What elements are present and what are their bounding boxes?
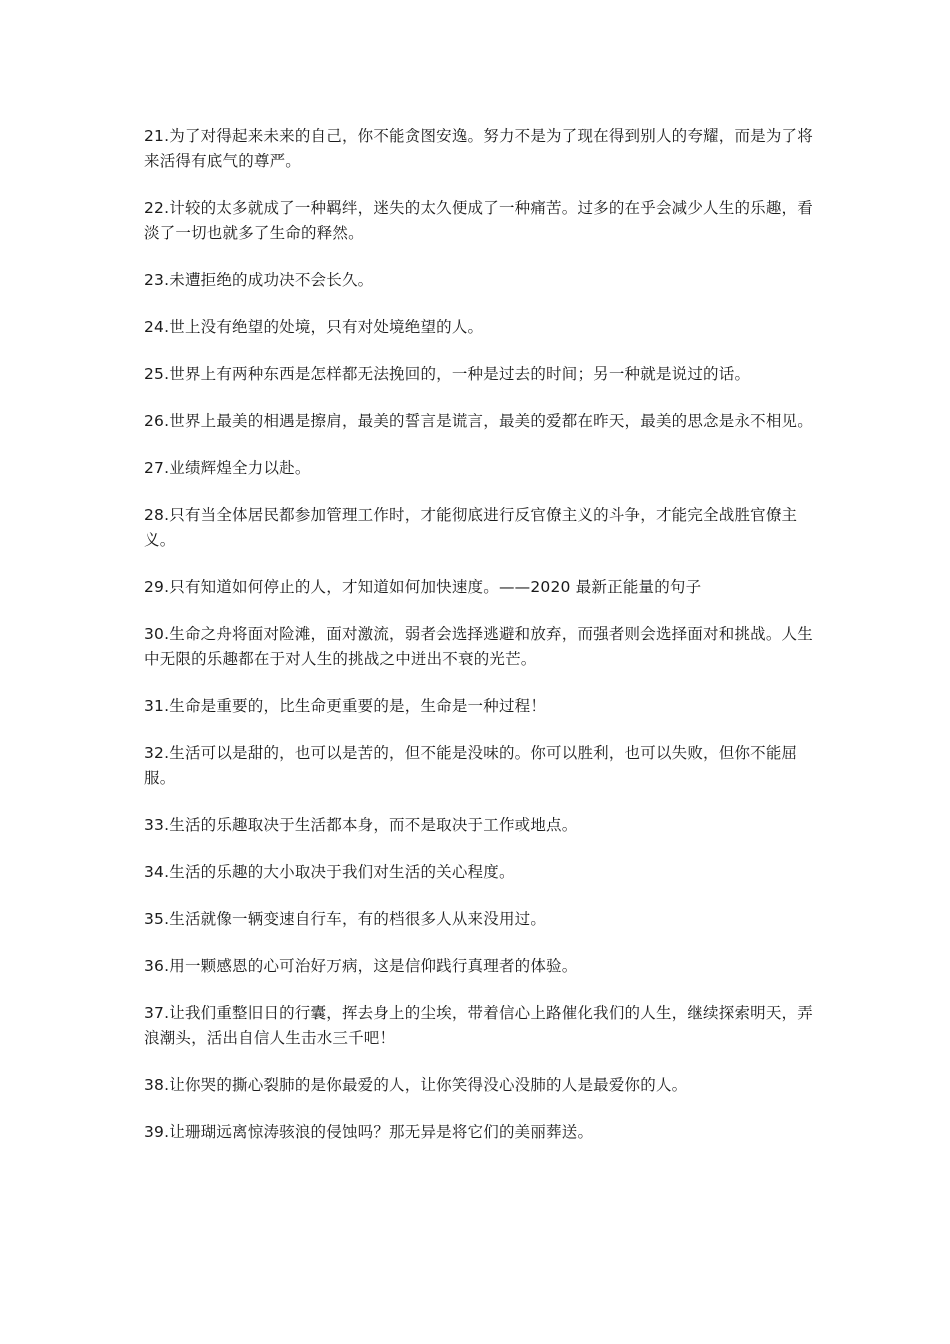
paragraph-24: 24.世上没有绝望的处境，只有对处境绝望的人。 — [144, 318, 484, 336]
paragraph-33: 33.生活的乐趣取决于生活都本身，而不是取决于工作或地点。 — [144, 816, 578, 834]
paragraph-27: 27.业绩辉煌全力以赴。 — [144, 459, 311, 477]
paragraph-31: 31.生命是重要的，比生命更重要的是，生命是一种过程！ — [144, 697, 547, 715]
paragraph-23: 23.未遭拒绝的成功决不会长久。 — [144, 271, 374, 289]
paragraph-25: 25.世界上有两种东西是怎样都无法挽回的，一种是过去的时间；另一种就是说过的话。 — [144, 365, 751, 383]
paragraph-30: 30.生命之舟将面对险滩，面对激流，弱者会选择逃避和放弃，而强者则会选择面对和挑战。人生中无限的乐趣都在于对人生的挑战之中迸出不衰的光芒。 — [144, 625, 813, 668]
paragraph-36: 36.用一颗感恩的心可治好万病，这是信仰践行真理者的体验。 — [144, 957, 578, 975]
paragraph-39: 39.让珊瑚远离惊涛骇浪的侵蚀吗？那无异是将它们的美丽葬送。 — [144, 1123, 594, 1141]
paragraph-28: 28.只有当全体居民都参加管理工作时，才能彻底进行反官僚主义的斗争，才能完全战胜官僚主义。 — [144, 506, 798, 549]
paragraph-38: 38.让你哭的撕心裂肺的是你最爱的人，让你笑得没心没肺的人是最爱你的人。 — [144, 1076, 688, 1094]
paragraph-35: 35.生活就像一辆变速自行车，有的档很多人从来没用过。 — [144, 910, 547, 928]
paragraph-29: 29.只有知道如何停止的人，才知道如何加快速度。——2020 最新正能量的句子 — [144, 578, 702, 596]
paragraph-34: 34.生活的乐趣的大小取决于我们对生活的关心程度。 — [144, 863, 515, 881]
paragraph-22: 22.计较的太多就成了一种羁绊，迷失的太久便成了一种痛苦。过多的在乎会减少人生的乐趣，看淡了一切也就多了生命的释然。 — [144, 199, 813, 242]
paragraph-37: 37.让我们重整旧日的行囊，挥去身上的尘埃，带着信心上路催化我们的人生，继续探索明天，弄浪潮头，活出自信人生击水三千吧！ — [144, 1004, 813, 1047]
paragraph-32: 32.生活可以是甜的，也可以是苦的，但不能是没味的。你可以胜利，也可以失败，但你不能屈服。 — [144, 744, 798, 787]
paragraph-26: 26.世界上最美的相遇是擦肩，最美的誓言是谎言，最美的爱都在昨天，最美的思念是永不相见。 — [144, 412, 813, 430]
document-body — [144, 124, 814, 1167]
paragraph-21: 21.为了对得起来未来的自己，你不能贪图安逸。努力不是为了现在得到别人的夸耀，而是为了将来活得有底气的尊严。 — [144, 127, 813, 170]
